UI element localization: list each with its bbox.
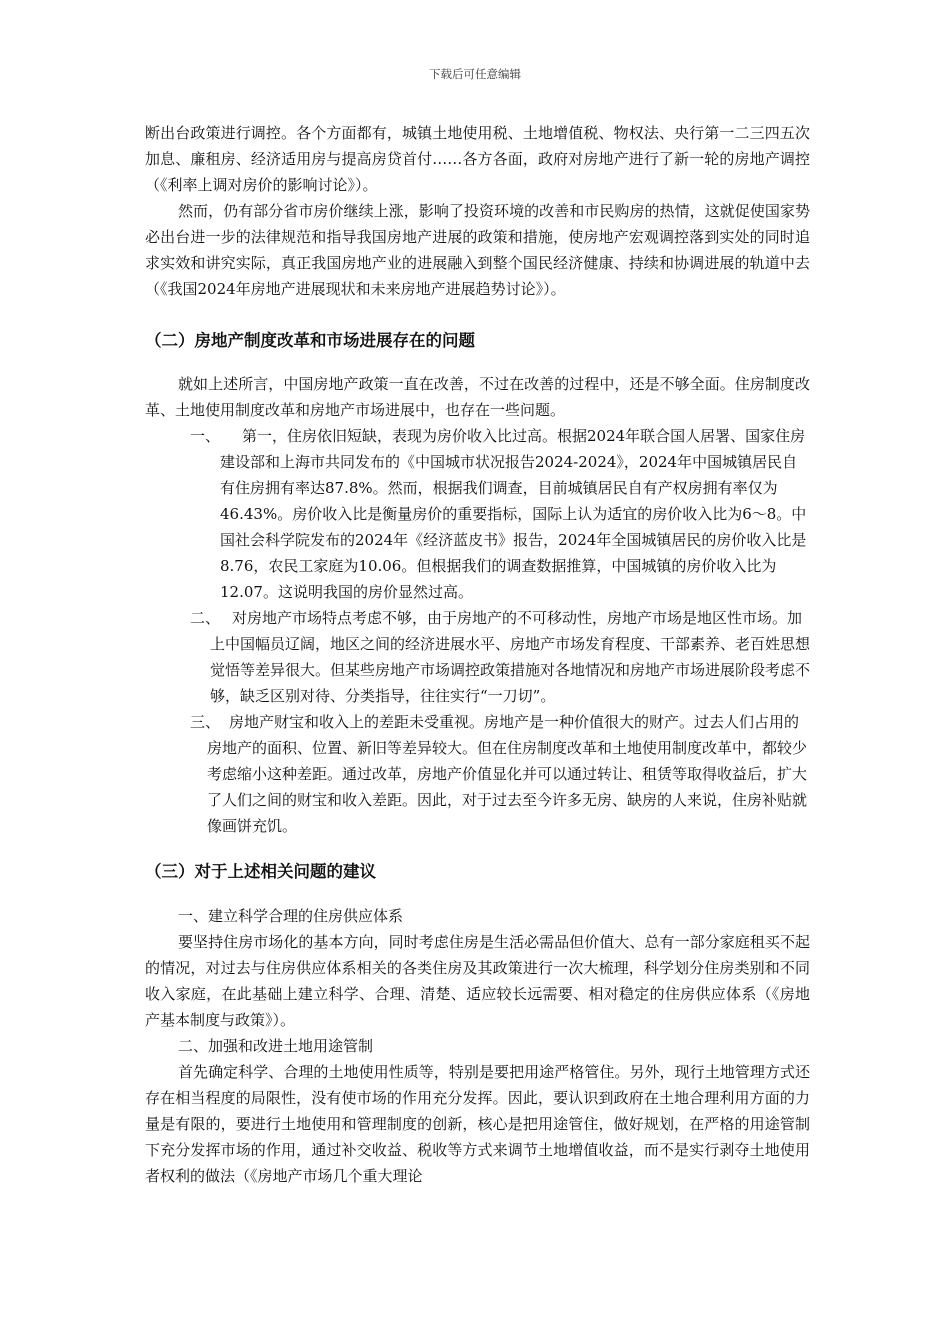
paragraph: 首先确定科学、合理的土地使用性质等，特别是要把用途严格管住。另外，现行土地管理方式还存在相当程度的局限性，没有使市场的作用充分发挥。因此，要认识到政府在土地合理利用方面的力量是有限的，要进行土地使用和管理制度的创新，核心是把用途管住，做好规划，在严格的用途管制下充分发挥市场的作用，通过补交收益、税收等方式来调节土地增值收益，而不是实行剥夺土地使用者权利的做法（《房地产市场几个重大理论 — [145, 1063, 810, 1185]
paragraph: 断出台政策进行调控。各个方面都有，城镇土地使用税、土地增值税、物权法、央行第一二三四五次加息、廉租房、经济适用房与提高房贷首付……各方各面，政府对房地产进行了新一轮的房地产调控（《利率上调对房价的影响讨论》）。 — [145, 124, 810, 194]
list-item — [145, 605, 810, 709]
list-number: 一、 — [190, 427, 221, 445]
list-text: 房地产财宝和收入上的差距未受重视。房地产是一种价值很大的财产。过去人们占用的房地产的面积、位置、新旧等差异较大。但在住房制度改革和土地使用制度改革中，都较少考虑缩小这种差距。通过改革，房地产价值显化并可以通过转让、租赁等取得收益后，扩大了人们之间的财宝和收入差距。因此，对于过去至今许多无房、缺房的人来说，住房补贴就像画饼充饥。 — [207, 713, 808, 835]
list-number: 三、 — [190, 713, 221, 731]
list-text: 第一，住房依旧短缺，表现为房价收入比过高。根据2024年联合国人居署、国家住房建设部和上海市共同发布的《中国城市状况报告2024-2024》，2024年中国城镇居民自有住房拥有率达87.8%。然而，根据我们调查，目前城镇居民自有产权房拥有率仅为46.43%。房价收入比是衡量房价的重要指标，国际上认为适宜的房价收入比为6～8。中国社会科学院发布的2024年《经济蓝皮书》报告，2024年全国城镇居民的房价收入比是8.76，农民工家庭为10.06。但根据我们的调查数据推算，中国城镇的房价收入比为12.07。这说明我国的房价显然过高。 — [220, 427, 807, 601]
subsection-title: 二、加强和改进土地用途管制 — [178, 1037, 374, 1055]
list-item — [145, 423, 810, 605]
subsection-title: 一、建立科学合理的住房供应体系 — [178, 907, 404, 925]
document-body — [145, 120, 810, 1189]
section-heading: （二）房地产制度改革和市场进展存在的问题 — [145, 331, 475, 350]
list-item — [145, 709, 810, 839]
paragraph: 就如上述所言，中国房地产政策一直在改善，不过在改善的过程中，还是不够全面。住房制度改革、土地使用制度改革和房地产市场进展中，也存在一些问题。 — [145, 375, 810, 419]
page-header: 下载后可任意编辑 — [429, 67, 521, 81]
paragraph: 要坚持住房市场化的基本方向，同时考虑住房是生活必需品但价值大、总有一部分家庭租买不起的情况，对过去与住房供应体系相关的各类住房及其政策进行一次大梳理，科学划分住房类别和不同收入家庭，在此基础上建立科学、合理、清楚、适应较长远需要、相对稳定的住房供应体系（《房地产基本制度与政策》）。 — [145, 933, 810, 1029]
list-text: 对房地产市场特点考虑不够，由于房地产的不可移动性，房地产市场是地区性市场。加上中国幅员辽阔，地区之间的经济进展水平、房地产市场发育程度、干部素养、老百姓思想觉悟等差异很大。但某些房地产市场调控政策措施对各地情况和房地产市场进展阶段考虑不够，缺乏区别对待、分类指导，往往实行“一刀切”。 — [210, 609, 811, 705]
paragraph: 然而，仍有部分省市房价继续上涨，影响了投资环境的改善和市民购房的热情，这就促使国家势必出台进一步的法律规范和指导我国房地产进展的政策和措施，使房地产宏观调控落到实处的同时追求实效和讲究实际，真正我国房地产业的进展融入到整个国民经济健康、持续和协调进展的轨道中去（《我国2024年房地产进展现状和未来房地产进展趋势讨论》）。 — [145, 202, 810, 298]
section-heading: （三）对于上述相关问题的建议 — [145, 862, 376, 881]
list-number: 二、 — [190, 609, 221, 627]
